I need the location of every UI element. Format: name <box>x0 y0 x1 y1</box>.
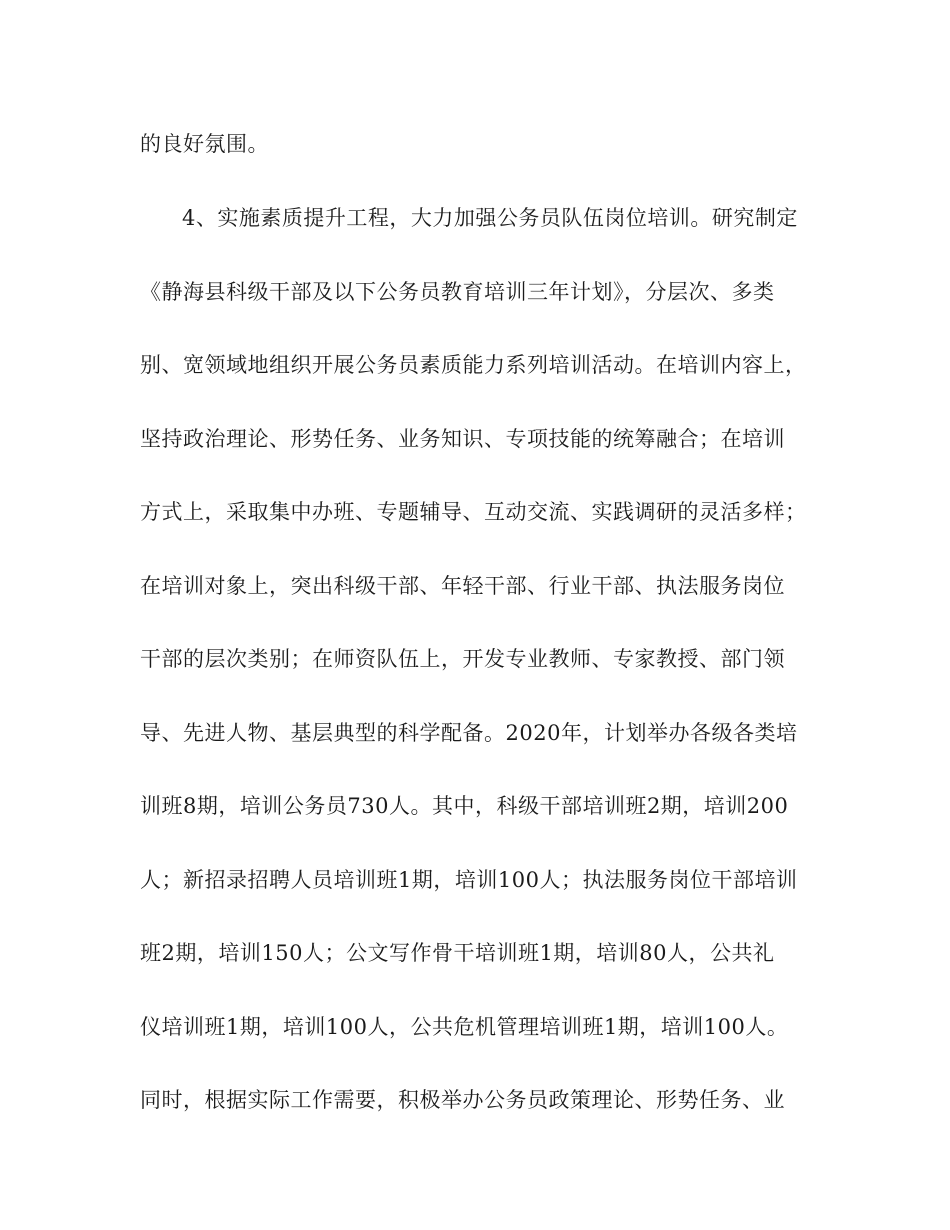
text-line-7: 在培训对象上，突出科级干部、年轻干部、行业干部、执法服务岗位 <box>140 574 785 598</box>
text-line-3: 《静海县科级干部及以下公务员教育培训三年计划》，分层次、多类 <box>140 280 775 304</box>
text-line-8: 干部的层次类别；在师资队伍上，开发专业教师、专家教授、部门领 <box>140 647 785 671</box>
text-line-5: 坚持政治理论、形势任务、业务知识、专项技能的统筹融合；在培训 <box>140 427 785 451</box>
text-line-13: 仪培训班1期，培训100人，公共危机管理培训班1期，培训100人。 <box>140 1015 789 1039</box>
text-line-6: 方式上，采取集中办班、专题辅导、互动交流、实践调研的灵活多样； <box>140 500 807 524</box>
text-line-14: 同时，根据实际工作需要，积极举办公务员政策理论、形势任务、业 <box>140 1088 785 1112</box>
text-line-12: 班2期，培训150人；公文写作骨干培训班1期，培训80人，公共礼 <box>140 941 775 965</box>
text-line-11: 人；新招录招聘人员培训班1期，培训100人；执法服务岗位干部培训 <box>140 868 798 892</box>
text-line-9: 导、先进人物、基层典型的科学配备。2020年，计划举办各级各类培 <box>140 721 798 745</box>
text-line-10: 训班8期，培训公务员730人。其中，科级干部培训班2期，培训200 <box>140 794 789 818</box>
text-line-1: 的良好氛围。 <box>140 132 269 156</box>
text-line-4: 别、宽领域地组织开展公务员素质能力系列培训活动。在培训内容上， <box>140 353 807 377</box>
text-line-2: 4、实施素质提升工程，大力加强公务员队伍岗位培训。研究制定 <box>182 206 798 230</box>
